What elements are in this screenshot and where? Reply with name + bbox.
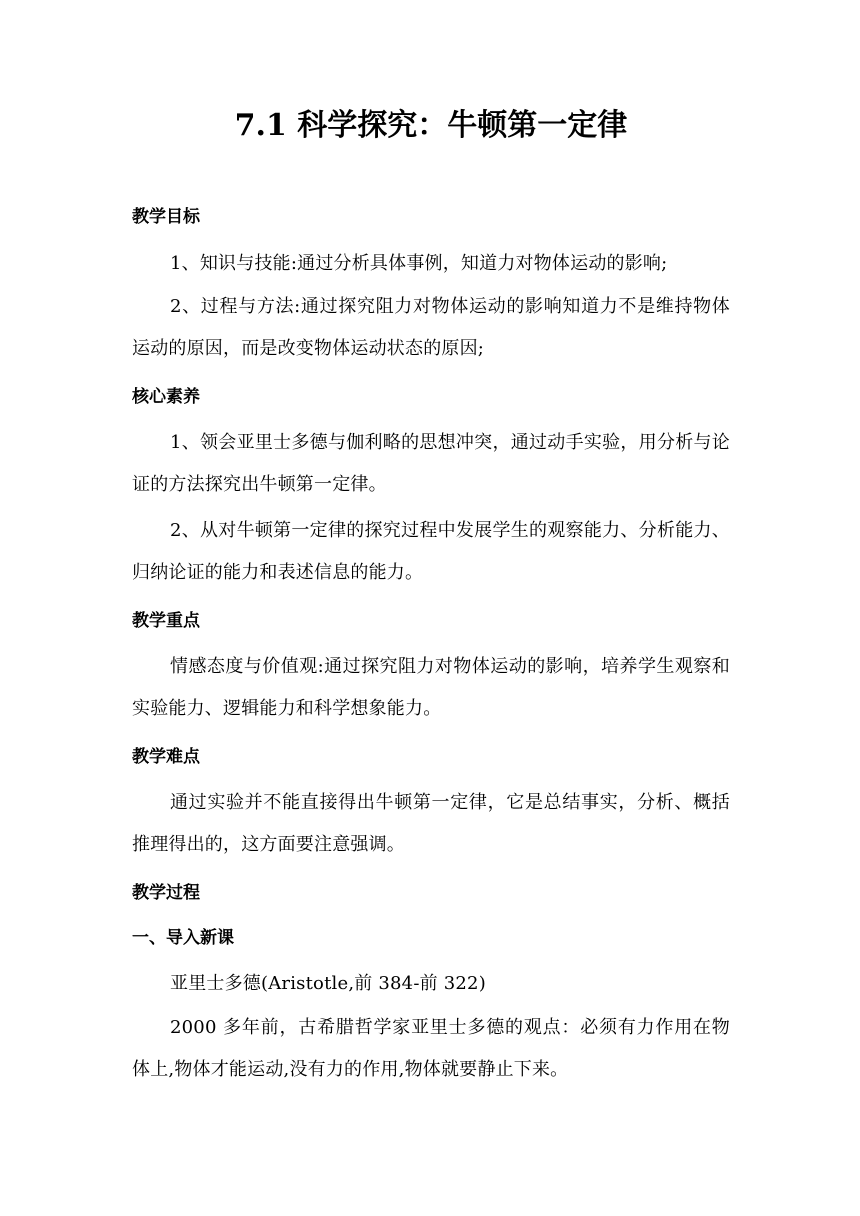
paragraph-core-literacy-1: 1、领会亚里士多德与伽利略的思想冲突，通过动手实验，用分析与论证的方法探究出牛顿第一定律。	[132, 432, 730, 495]
section-heading-teaching-process: 教学过程	[132, 883, 200, 903]
paragraph-objective-1: 1、知识与技能:通过分析具体事例，知道力对物体运动的影响;	[170, 253, 668, 274]
section-heading-core-literacy: 核心素养	[132, 387, 200, 407]
paragraph-core-literacy-2: 2、从对牛顿第一定律的探究过程中发展学生的观察能力、分析能力、归纳论证的能力和表述信息的能力。	[132, 520, 730, 583]
paragraph-difficulties-1: 通过实验并不能直接得出牛顿第一定律，它是总结事实，分析、概括推理得出的，这方面要注意强调。	[132, 792, 730, 855]
section-heading-difficulties: 教学难点	[132, 747, 200, 767]
paragraph-key-points-1: 情感态度与价值观:通过探究阻力对物体运动的影响，培养学生观察和实验能力、逻辑能力和科学想象能力。	[132, 656, 730, 719]
paragraph-objective-2: 2、过程与方法:通过探究阻力对物体运动的影响知道力不是维持物体运动的原因，而是改变物体运动状态的原因;	[132, 296, 730, 359]
paragraph-introduction-1: 亚里士多德(Aristotle,前 384-前 322)	[170, 973, 486, 994]
page-title: 7.1 科学探究：牛顿第一定律	[234, 108, 628, 143]
section-heading-introduction: 一、导入新课	[132, 928, 234, 948]
section-heading-key-points: 教学重点	[132, 611, 200, 631]
paragraph-introduction-2: 2000 多年前，古希腊哲学家亚里士多德的观点：必须有力作用在物体上,物体才能运动,没有力的作用,物体就要静止下来。	[132, 1017, 730, 1080]
section-heading-objectives: 教学目标	[132, 207, 200, 227]
